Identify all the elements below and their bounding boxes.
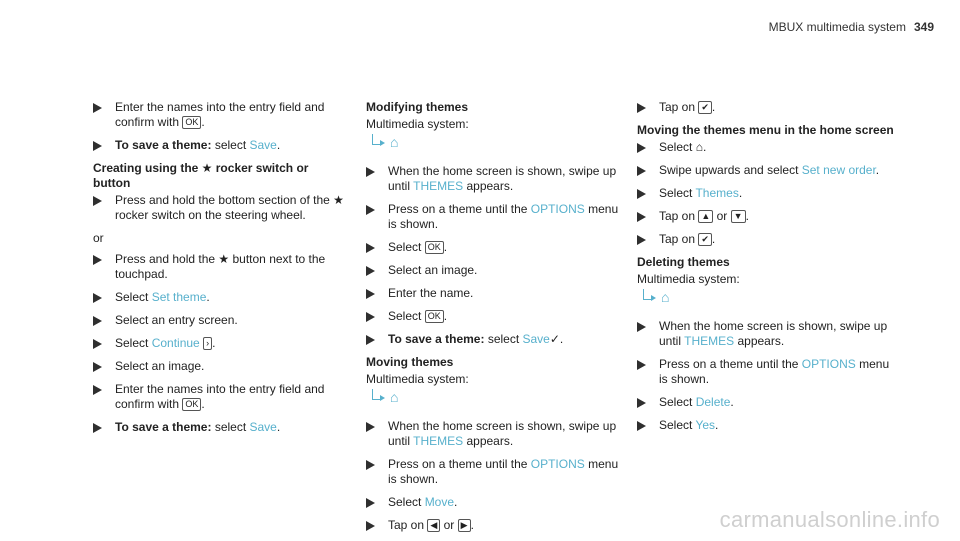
menu-item-set-new-order: Set new order (801, 163, 876, 177)
step-item: Select Move. (366, 495, 621, 510)
step-item: To save a theme: select Save. (93, 420, 348, 435)
nav-path (643, 289, 895, 311)
site-watermark: carmanualsonline.info (719, 507, 940, 532)
column-1 (93, 100, 348, 443)
menu-item-options: OPTIONS (530, 202, 585, 216)
step-arrow-icon (366, 312, 375, 322)
column-3 (637, 100, 895, 441)
step-arrow-icon (93, 423, 102, 433)
menu-item-move: Move (424, 495, 455, 509)
arrow-right-icon: ▶ (458, 519, 471, 532)
step-arrow-icon (637, 143, 646, 153)
column-2 (366, 100, 621, 541)
step-arrow-icon (637, 322, 646, 332)
menu-item-themes: Themes (695, 186, 739, 200)
confirm-check-icon: ✔ (698, 101, 712, 114)
step-item: Select Yes. (637, 418, 895, 433)
menu-item-themes: THEMES (684, 334, 735, 348)
step-item: Tap on ✔ . (637, 232, 895, 247)
step-item: To save a theme: select Save. (93, 138, 348, 153)
step-arrow-icon (637, 189, 646, 199)
section-heading: Moving themes (366, 355, 454, 369)
step-item: Select an entry screen. (93, 313, 348, 328)
page-header (769, 20, 934, 35)
confirm-check-icon: ✔ (698, 233, 712, 246)
home-icon: ⌂ (390, 389, 399, 405)
step-arrow-icon (637, 421, 646, 431)
step-item: Select Set theme. (93, 290, 348, 305)
home-icon: ⌂ (390, 134, 399, 150)
home-icon: ⌂ (695, 140, 703, 154)
section-heading: Moving the themes menu in the home screen (637, 123, 894, 137)
step-item: Tap on ▲ or ▼ . (637, 209, 895, 224)
ok-icon: OK (182, 116, 201, 129)
step-arrow-icon (637, 398, 646, 408)
step-item: Press and hold the bottom section of the ★ rocker switch on the steering wheel. (93, 193, 348, 223)
step-arrow-icon (637, 360, 646, 370)
step-arrow-icon (366, 205, 375, 215)
or-label: or (93, 231, 104, 245)
step-item: Select an image. (93, 359, 348, 374)
step-arrow-icon (366, 422, 375, 432)
menu-item-set-theme: Set theme (151, 290, 207, 304)
step-arrow-icon (366, 335, 375, 345)
nav-path (372, 389, 621, 411)
ok-icon: OK (425, 241, 444, 254)
step-arrow-icon (93, 293, 102, 303)
page-number: 349 (913, 20, 934, 34)
checkmark-icon: ✓ (549, 332, 560, 346)
system-label: Multimedia system: (366, 117, 469, 131)
arrow-down-icon: ▼ (731, 210, 746, 223)
chevron-right-icon: › (203, 337, 212, 350)
step-arrow-icon (366, 521, 375, 531)
step-arrow-icon (637, 103, 646, 113)
step-item: Press and hold the ★ button next to the touchpad. (93, 252, 348, 282)
menu-item-yes: Yes (695, 418, 716, 432)
step-arrow-icon (366, 167, 375, 177)
step-arrow-icon (637, 212, 646, 222)
step-arrow-icon (93, 362, 102, 372)
step-item: Select Themes. (637, 186, 895, 201)
step-item: When the home screen is shown, swipe up until THEMES appears. (366, 419, 621, 449)
arrow-up-icon: ▲ (698, 210, 713, 223)
menu-item-delete: Delete (695, 395, 731, 409)
step-item: Press on a theme until the OPTIONS menu is shown. (366, 202, 621, 232)
step-item: Press on a theme until the OPTIONS menu is shown. (637, 357, 895, 387)
menu-item-save: Save (522, 332, 550, 346)
home-icon: ⌂ (661, 289, 670, 305)
step-arrow-icon (366, 266, 375, 276)
menu-item-themes: THEMES (413, 179, 464, 193)
step-arrow-icon (366, 460, 375, 470)
arrow-left-icon: ◀ (427, 519, 440, 532)
step-item: To save a theme: select Save✓. (366, 332, 621, 347)
step-arrow-icon (366, 498, 375, 508)
system-label: Multimedia system: (637, 272, 740, 286)
menu-item-save: Save (249, 420, 277, 434)
step-item: Press on a theme until the OPTIONS menu is shown. (366, 457, 621, 487)
step-arrow-icon (93, 141, 102, 151)
step-item: Enter the names into the entry field and confirm with OK . (93, 382, 348, 412)
step-arrow-icon (93, 103, 102, 113)
section-heading: Deleting themes (637, 255, 730, 269)
step-arrow-icon (93, 255, 102, 265)
step-arrow-icon (366, 243, 375, 253)
step-arrow-icon (366, 289, 375, 299)
step-arrow-icon (637, 166, 646, 176)
menu-item-options: OPTIONS (530, 457, 585, 471)
menu-item-options: OPTIONS (801, 357, 856, 371)
menu-item-save: Save (249, 138, 277, 152)
step-arrow-icon (93, 385, 102, 395)
step-item: Enter the name. (366, 286, 621, 301)
nav-path (372, 134, 621, 156)
step-item: Select Continue › . (93, 336, 348, 351)
step-item: Tap on ◀ or ▶ . (366, 518, 621, 533)
step-item: When the home screen is shown, swipe up until THEMES appears. (637, 319, 895, 349)
step-item: When the home screen is shown, swipe up until THEMES appears. (366, 164, 621, 194)
section-heading: Modifying themes (366, 100, 469, 114)
step-arrow-icon (93, 196, 102, 206)
step-item: Select OK . (366, 309, 621, 324)
step-item: Select an image. (366, 263, 621, 278)
step-item: Select ⌂. (637, 140, 895, 155)
step-item: Swipe upwards and select Set new order. (637, 163, 895, 178)
menu-item-themes: THEMES (413, 434, 464, 448)
step-item: Select OK . (366, 240, 621, 255)
section-title: MBUX multimedia system (768, 20, 906, 34)
step-arrow-icon (637, 235, 646, 245)
step-arrow-icon (93, 339, 102, 349)
step-item: Select Delete. (637, 395, 895, 410)
ok-icon: OK (425, 310, 444, 323)
step-item: Tap on ✔ . (637, 100, 895, 115)
ok-icon: OK (182, 398, 201, 411)
section-heading: Creating using the ★ rocker switch or button (93, 161, 309, 190)
menu-item-continue: Continue (151, 336, 200, 350)
system-label: Multimedia system: (366, 372, 469, 386)
step-item: Enter the names into the entry field and confirm with OK . (93, 100, 348, 130)
step-arrow-icon (93, 316, 102, 326)
